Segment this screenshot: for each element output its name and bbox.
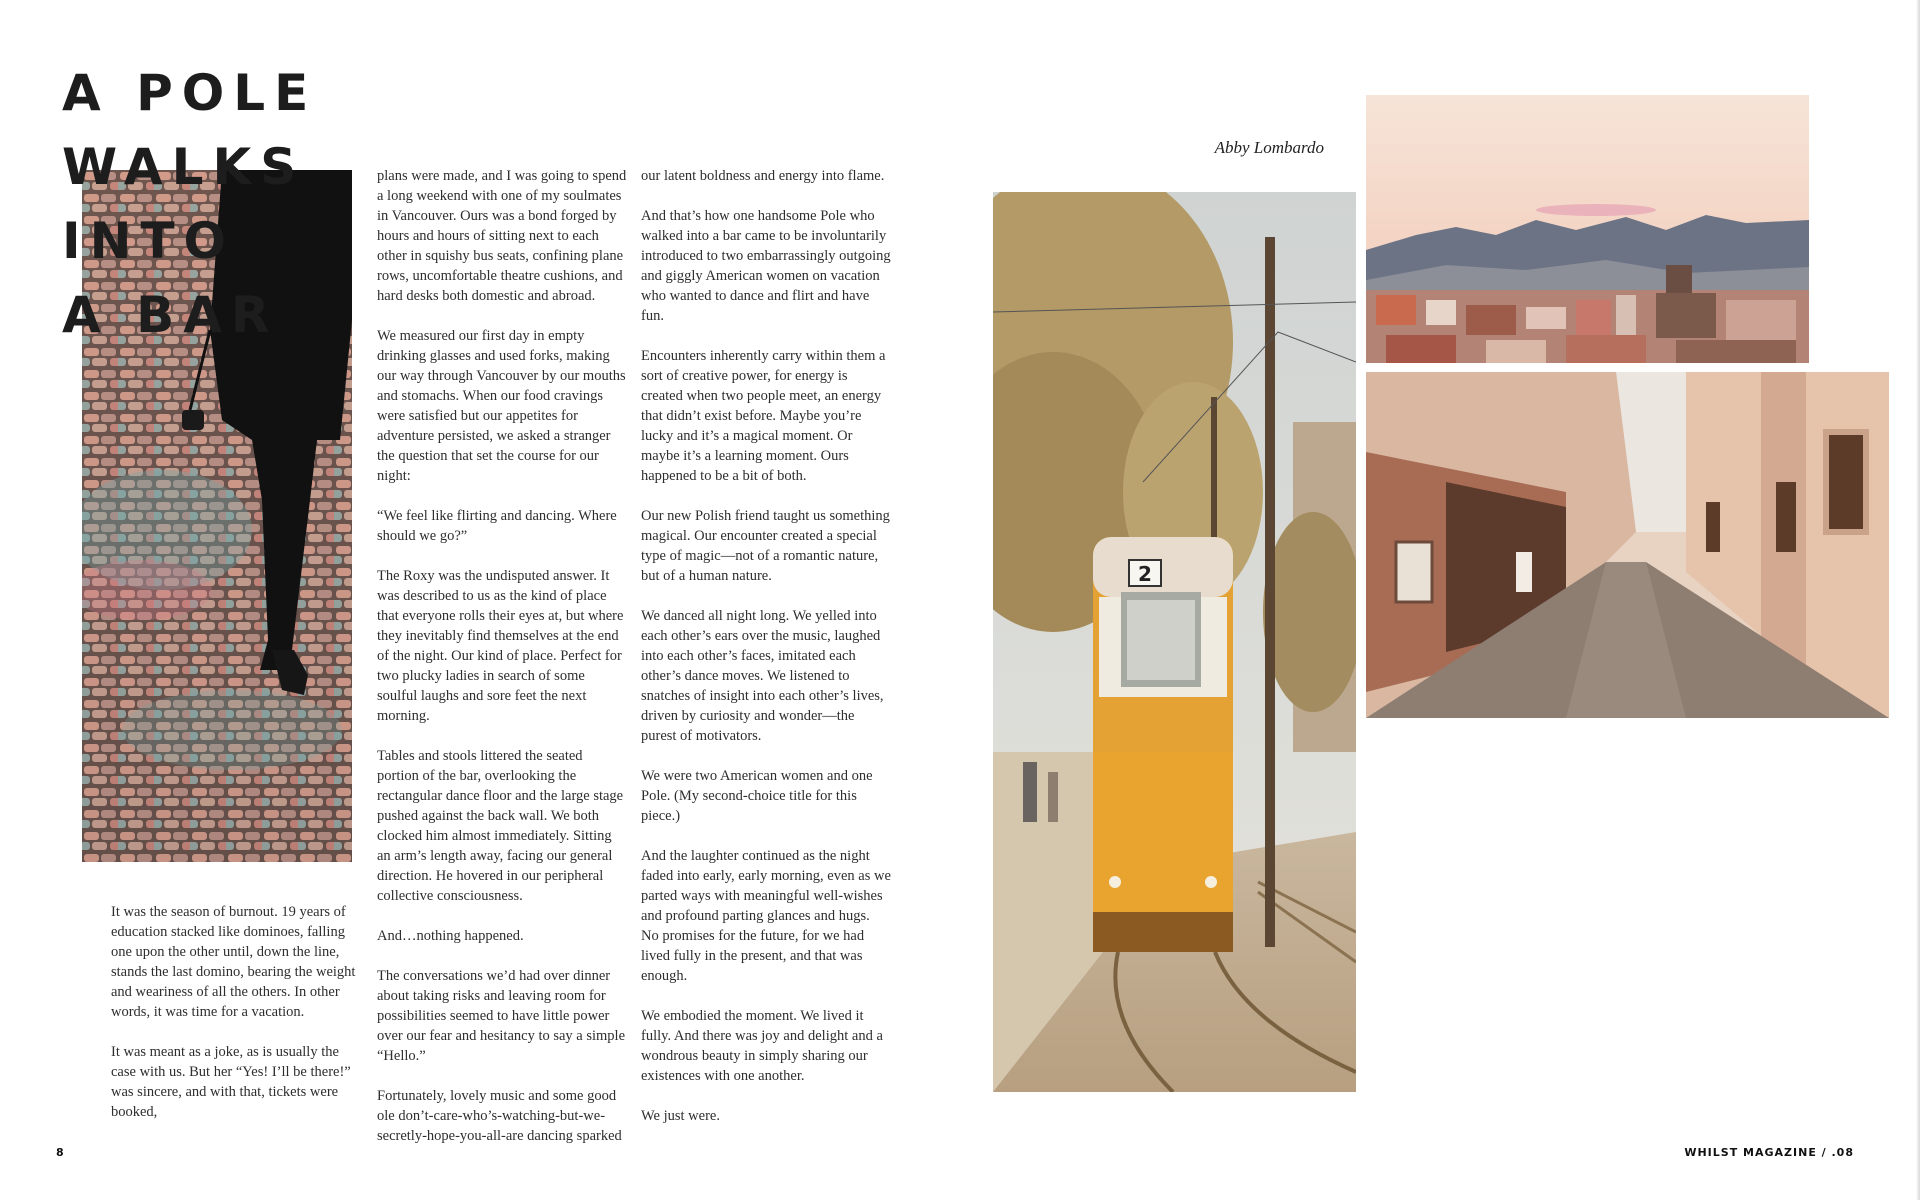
paragraph: Fortunately, lovely music and some good ole don’t-care-who’s-watching-but-we-secretly-hope-you-all-are dancing sparked xyxy=(377,1088,622,1144)
paragraph: We embodied the moment. We lived it fully. And there was joy and delight and a wondrous beauty in simply sharing our existences with one another. xyxy=(641,1008,883,1084)
tram-number-label: 2 xyxy=(1138,562,1152,586)
paragraph: Encounters inherently carry within them a sort of creative power, for energy is created when two people meet, an energy that didn’t exist before. Maybe you’re lucky and it’s a magical moment. Or maybe it’s a learning moment. Ours happened to be a bit of both. xyxy=(641,348,886,484)
title-line-4: A BAR xyxy=(62,286,279,344)
page-edge-shadow xyxy=(1916,0,1920,1200)
page-number: 8 xyxy=(56,1146,65,1159)
paragraph: And the laughter continued as the night faded into early, early morning, even as we parted ways with meaningful well-wishes and profound parting glances and hugs. No promises for the future, for we had lived fully in the present, and that was enough. xyxy=(641,848,891,984)
paragraph: We danced all night long. We yelled into each other’s ears over the music, laughed into each other’s faces, imitated each other’s dance moves. We listened to snatches of insight into each other’s lives, driven by curiosity and wonder—the purest of motivators. xyxy=(641,608,884,744)
text-column-1 xyxy=(111,902,356,1142)
paragraph: We measured our first day in empty drinking glasses and used forks, making our way through Vancouver by our mouths and stomachs. When our food cravings were satisfied but our appetites for adventure persisted, we asked a stranger the question that set the course for our night: xyxy=(377,328,626,484)
author-byline: Abby Lombardo xyxy=(1214,138,1324,157)
paragraph: And that’s how one handsome Pole who walked into a bar came to be involuntarily introduced to two embarrassingly outgoing and giggly American women on vacation who wanted to dance and flirt and have fun. xyxy=(641,208,891,324)
title-line-3: INTO xyxy=(62,212,236,270)
text-column-3 xyxy=(641,166,891,1146)
title-line-1: A POLE xyxy=(62,64,318,122)
paragraph: Our new Polish friend taught us something magical. Our encounter created a special type of magic—not of a romantic nature, but of a human nature. xyxy=(641,508,890,584)
article-title xyxy=(62,64,318,344)
paragraph: The conversations we’d had over dinner about taking risks and leaving room for possibilities seemed to have little power over our fear and hesitancy to say a simple “Hello.” xyxy=(377,968,626,1064)
paragraph: our latent boldness and energy into flame. xyxy=(641,168,885,184)
magazine-folio: WHILST MAGAZINE / .08 xyxy=(1684,1146,1854,1159)
text-column-2 xyxy=(377,166,627,1166)
narrow-street-photo xyxy=(1366,372,1889,718)
paragraph: And…nothing happened. xyxy=(377,928,524,944)
paragraph: plans were made, and I was going to spend a long weekend with one of my soulmates in Vancouver. Ours was a bond forged by hours and hours of sitting next to each other in squishy bus seats, confining plane rows, uncomfortable theatre cushions, and hard desks both domestic and abroad. xyxy=(377,168,627,304)
paragraph: We just were. xyxy=(641,1108,720,1124)
title-line-2: WALKS xyxy=(62,138,306,196)
paragraph: The Roxy was the undisputed answer. It was described to us as the kind of place that everyone rolls their eyes at, but where they inevitably find themselves at the end of the night. Our kind of place. Perfect for two plucky ladies in search of some soulful laughs and sore feet the next morning. xyxy=(377,568,624,724)
paragraph: Tables and stools littered the seated portion of the bar, overlooking the rectangular dance floor and the large stage pushed against the back wall. We both clocked him almost immediately. Sitting an arm’s length away, facing our general direction. He hovered in our peripheral collective consciousness. xyxy=(377,748,624,904)
paragraph: “We feel like flirting and dancing. Where should we go?” xyxy=(377,508,617,544)
paragraph: It was the season of burnout. 19 years of education stacked like dominoes, falling one upon the other until, down the line, stands the last domino, bearing the weight and weariness of all the others. In other words, it was time for a vacation. xyxy=(111,904,356,1020)
paragraph: We were two American women and one Pole. (My second-choice title for this piece.) xyxy=(641,768,873,824)
paragraph: It was meant as a joke, as is usually the case with us. But her “Yes! I’ll be there!” was sincere, and with that, tickets were booked, xyxy=(111,1044,351,1120)
mountain-city-photo xyxy=(1366,95,1809,363)
tram-street-photo xyxy=(993,192,1356,1092)
